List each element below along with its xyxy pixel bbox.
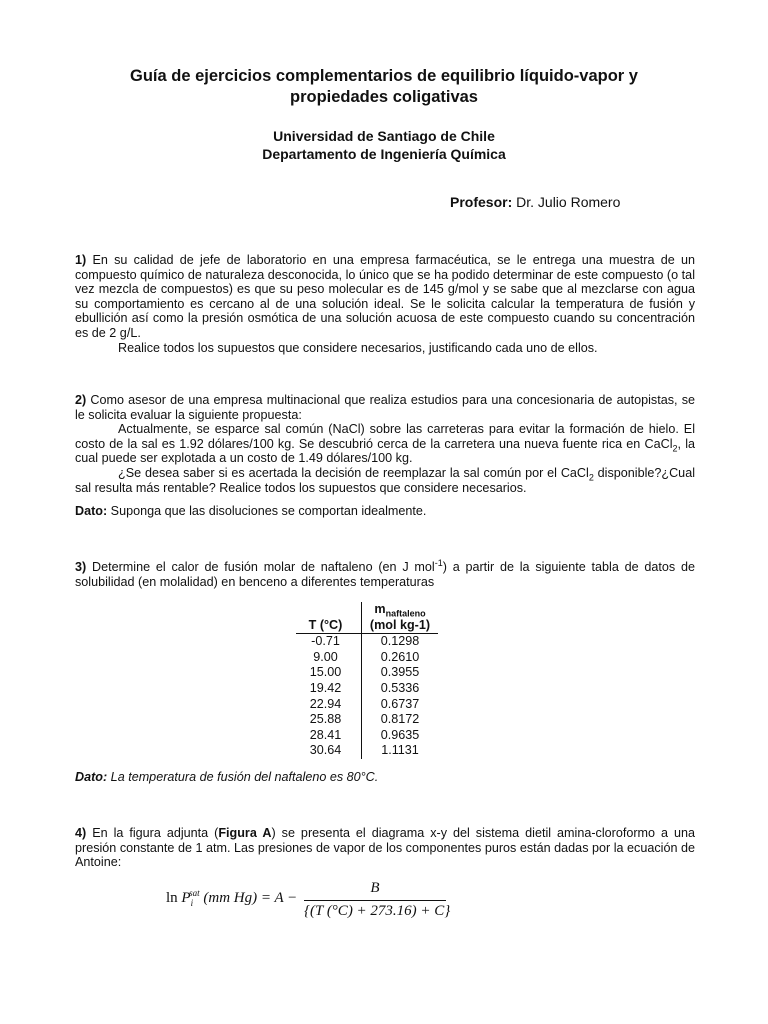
professor-name: Dr. Julio Romero [512,194,621,210]
exercise-1-number: 1) [75,253,87,267]
exercise-4 [75,826,695,870]
molality-cell: 0.3955 [362,665,439,681]
molality-m: m [374,602,386,616]
table-header-molality [362,602,439,634]
exercise-3-dato [75,770,695,785]
table-row [296,743,438,759]
exercise-1-note: Realice todos los supuestos que considere necesarios, justificando cada uno de ellos. [118,340,598,355]
title-line-2: propiedades coligativas [290,88,478,106]
exercise-2-paragraph-2 [75,422,695,466]
equation-denominator: {(T (°C) + 273.16) + C} [304,903,451,919]
exercise-3-text-sup: -1 [434,557,443,568]
equation-sub-i: i [190,898,194,908]
table-body [296,634,438,759]
temperature-cell: 15.00 [309,665,342,680]
molality-unit: (mol kg-1) [369,617,431,632]
solubility-table-wrapper [296,602,438,759]
exercise-2 [75,393,695,495]
exercise-2-dato [75,504,695,519]
exercise-4-text-b: ) se presenta el diagrama x-y del sistema dietil amina-cloroformo a una presión constante de 1 atm. Las presiones de vapor de los componentes puros están dadas por la ecuación de Antoine: [75,826,696,870]
exercise-4-figure-label: Figura A [218,826,272,840]
temperature-cell: 28.41 [309,727,342,742]
exercise-1 [75,253,695,355]
professor-label: Profesor: [450,194,513,210]
exercise-2-text: Como asesor de una empresa multinacional que realiza estudios para una concesionaria de autopistas, se le solicita evaluar la siguiente propuesta: [75,393,695,422]
equation-fraction [304,880,451,920]
exercise-2-paragraph-3 [75,466,695,495]
equation-p: P [181,890,191,906]
table-row [296,728,438,744]
molality-cell: 0.2610 [362,650,439,666]
molality-cell: 0.9635 [362,728,439,744]
exercise-3 [75,557,695,589]
title-line-1: Guía de ejercicios complementarios de equilibrio líquido-vapor y [130,67,638,85]
equation-ln: ln [166,890,182,906]
exercise-2-p2-b: , la cual puede ser explotada a un costo de 1.49 dólares/100 kg. [75,436,695,466]
exercise-2-p3-b: disponible?¿Cual sal resulta más rentable? Realice todos los supuestos que considere necesarios. [75,465,695,495]
table-row [296,697,438,713]
exercise-2-p2-a: Actualmente, se esparce sal común (NaCl) sobre las carreteras para evitar la formación de hielo. El costo de la sal es 1.92 dólares/100 kg. Se descubrió cerca de la carretera una nueva fuente rica en CaCl [75,422,695,451]
molality-symbol [362,602,438,618]
table-row [296,665,438,681]
solubility-table [296,602,438,759]
molality-cell: 1.1131 [362,743,439,759]
professor-line [450,194,620,210]
table-row [296,650,438,666]
table-row [296,712,438,728]
exercise-2-p3-a: ¿Se desea saber si es acertada la decisión de reemplazar la sal común por el CaCl [118,465,589,480]
table-row [296,634,438,650]
molality-subscript: naftaleno [385,608,426,619]
equation-numerator: B [370,880,380,896]
exercise-3-dato-label: Dato: [75,770,108,784]
exercise-4-number: 4) [75,826,87,840]
molality-cell: 0.6737 [362,697,439,713]
temperature-cell: 9.00 [313,649,338,664]
temperature-cell: 19.42 [309,680,342,695]
exercise-1-text: En su calidad de jefe de laboratorio en una empresa farmacéutica, se le entrega una muestra de un compuesto químico de naturaleza desconocida, lo único que se ha podido determinar de este compuesto (o tal vez mezcla de compuestos) es que su peso molecular es de 145 g/mol y se sabe que al mezclarse con agua su comportamiento es cercano al de una solución ideal. Se le solicita calcular la temperatura de fusión y ebullición así como la presión osmótica de una solución acuosa de este compuesto cuando su concentración es de 2 g/L. [75,253,695,340]
exercise-3-text-b: ) a partir de la siguiente tabla de datos de solubilidad (en molalidad) en benceno a diferentes temperaturas [75,560,695,589]
university-name: Universidad de Santiago de Chile [273,128,495,144]
exercise-4-text-a: En la figura adjunta ( [86,826,219,840]
department-name: Departamento de Ingeniería Química [262,146,506,162]
exercise-2-number: 2) [75,393,87,407]
exercise-3-dato-text: La temperatura de fusión del naftaleno es 80°C. [107,770,379,784]
temperature-cell: 25.88 [309,712,342,727]
exercise-2-dato-text: Suponga que las disoluciones se comportan idealmente. [107,504,427,518]
table-header-temp: T (°C) [296,602,362,634]
exercise-2-dato-label: Dato: [75,504,108,518]
exercise-3-text-a: Determine el calor de fusión molar de naftaleno (en J mol [86,560,435,574]
exercise-2-p3-sub: 2 [588,472,594,483]
document-title [70,66,698,108]
molality-cell: 0.1298 [362,634,439,650]
molality-cell: 0.8172 [362,712,439,728]
temperature-cell: -0.71 [311,634,340,649]
equation-sup-sat: sat [189,888,200,898]
exercise-3-number: 3) [75,560,87,574]
equation-lhs-rest: (mm Hg) = A − [199,890,298,906]
exercise-2-p2-sub: 2 [672,443,678,454]
temperature-cell: 22.94 [309,696,342,711]
table-row [296,681,438,697]
fraction-bar [304,900,446,901]
equation-lhs [166,890,297,907]
molality-cell: 0.5336 [362,681,439,697]
temperature-cell: 30.64 [309,743,342,758]
institution-block [70,127,698,163]
